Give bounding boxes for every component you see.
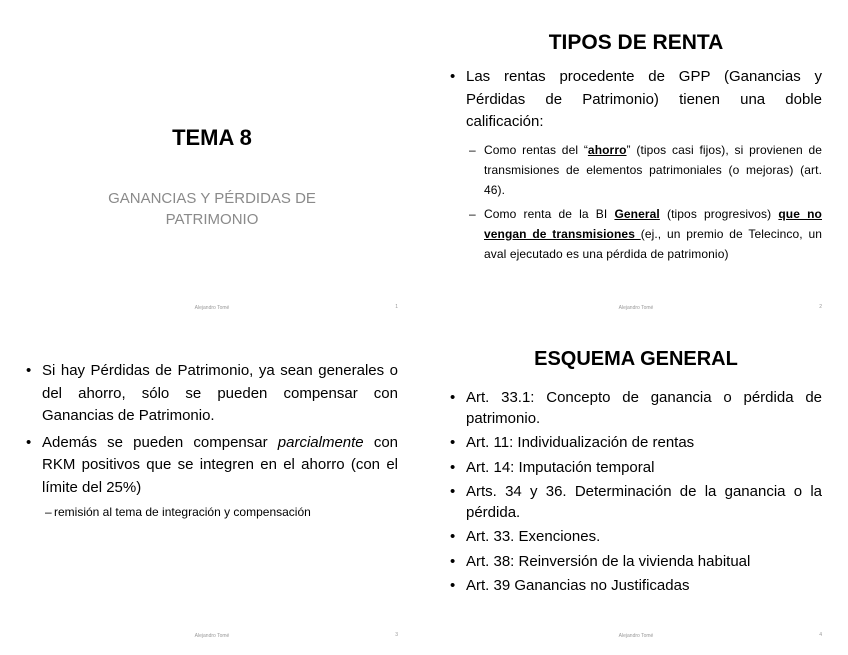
bullet-text: Art. 39 Ganancias no Justificadas bbox=[466, 577, 690, 594]
slide-body bbox=[26, 360, 398, 521]
slide-body bbox=[450, 388, 822, 601]
slide-subtitle: GANANCIAS Y PÉRDIDAS DE PATRIMONIO bbox=[108, 190, 316, 228]
bullet-icon: • bbox=[450, 577, 456, 594]
slide-title: TEMA 8 bbox=[172, 125, 252, 150]
bullet-icon: • bbox=[450, 552, 456, 570]
bullet-item bbox=[26, 360, 398, 428]
sub-list bbox=[450, 140, 822, 264]
slide-4 bbox=[424, 328, 848, 655]
slide-body bbox=[450, 66, 822, 268]
sub-text: remisión al tema de integración y compensación bbox=[54, 505, 311, 519]
sub-text-part: (ej., un premio de Telecinco, un aval ejecutado es una pérdida de patrimonio) bbox=[484, 226, 823, 261]
sub-text-emphasis: que no vengan de transmisiones bbox=[484, 206, 822, 241]
bullet-text-part: Además se pueden compensar bbox=[42, 433, 278, 451]
bullet-text: Art. 33. Exenciones. bbox=[466, 528, 601, 545]
bullet-text: Art. 11: Individualización de rentas bbox=[466, 434, 695, 451]
bullet-icon: • bbox=[450, 458, 456, 476]
dash-icon: – bbox=[45, 505, 52, 519]
bullet-item bbox=[450, 527, 822, 548]
dash-icon: – bbox=[469, 142, 476, 157]
bullet-text: Art. 33.1: Concepto de ganancia o pérdida de patrimonio. bbox=[466, 389, 822, 427]
bullet-text: Las rentas procedente de GPP (Ganancias y Pérdidas de Patrimonio) tienen una doble calificación: bbox=[466, 68, 822, 130]
sub-text-part: (tipos progresivos) bbox=[659, 206, 779, 221]
bullet-text-italic: parcialmente bbox=[277, 433, 364, 451]
bullet-text: Si hay Pérdidas de Patrimonio, ya sean generales o del ahorro, sólo se pueden compensar con Ganancias de Patrimonio. bbox=[42, 362, 398, 424]
slide-3 bbox=[0, 328, 424, 655]
bullet-item bbox=[450, 388, 822, 429]
sub-item bbox=[26, 503, 398, 521]
slide-number: 1 bbox=[395, 304, 398, 310]
bullet-icon: • bbox=[450, 483, 456, 500]
bullet-text: Art. 14: Imputación temporal bbox=[466, 458, 655, 476]
sub-text-emphasis: ahorro bbox=[587, 142, 627, 157]
bullet-item bbox=[450, 482, 822, 523]
sub-text-part: ” (tipos casi fijos), si provienen de transmisiones de elementos patrimoniales (o mejoras) (art. 46). bbox=[484, 142, 822, 197]
bullet-item bbox=[450, 576, 822, 597]
bullet-icon: • bbox=[450, 68, 456, 85]
slide-footer-author: Alejandro Tomé bbox=[194, 633, 230, 639]
slide-number: 4 bbox=[819, 632, 822, 638]
sub-item bbox=[450, 204, 822, 264]
slide-footer-author: Alejandro Tomé bbox=[618, 305, 654, 311]
bullet-item bbox=[450, 552, 822, 573]
slide-number: 2 bbox=[819, 304, 822, 310]
slide-title: TIPOS DE RENTA bbox=[548, 31, 724, 54]
bullet-icon: • bbox=[450, 528, 456, 545]
bullet-text: Art. 38: Reinversión de la vivienda habitual bbox=[466, 552, 751, 570]
bullet-item bbox=[26, 432, 398, 500]
slide-title: ESQUEMA GENERAL bbox=[534, 348, 738, 370]
slide-footer-author: Alejandro Tomé bbox=[194, 305, 230, 311]
bullet-item bbox=[450, 66, 822, 134]
slide-footer-author: Alejandro Tomé bbox=[618, 633, 654, 639]
dash-icon: – bbox=[469, 206, 476, 221]
slide-number: 3 bbox=[395, 632, 398, 638]
sub-text-emphasis: General bbox=[614, 206, 660, 221]
bullet-icon: • bbox=[26, 433, 32, 451]
bullet-text: Arts. 34 y 36. Determinación de la ganancia o la pérdida. bbox=[466, 483, 822, 521]
bullet-item bbox=[450, 458, 822, 479]
sub-text-part: Como rentas del “ bbox=[484, 142, 588, 157]
bullet-icon: • bbox=[26, 362, 32, 379]
bullet-text-part: con RKM positivos que se integren en el ahorro (con el límite del 25%) bbox=[42, 433, 398, 496]
bullet-icon: • bbox=[450, 389, 456, 406]
sub-text-part: Como renta de la BI bbox=[484, 206, 615, 221]
bullet-item bbox=[450, 433, 822, 454]
bullet-icon: • bbox=[450, 434, 456, 451]
slide-1 bbox=[0, 0, 424, 327]
sub-item bbox=[450, 140, 822, 200]
slide-2 bbox=[424, 0, 848, 327]
